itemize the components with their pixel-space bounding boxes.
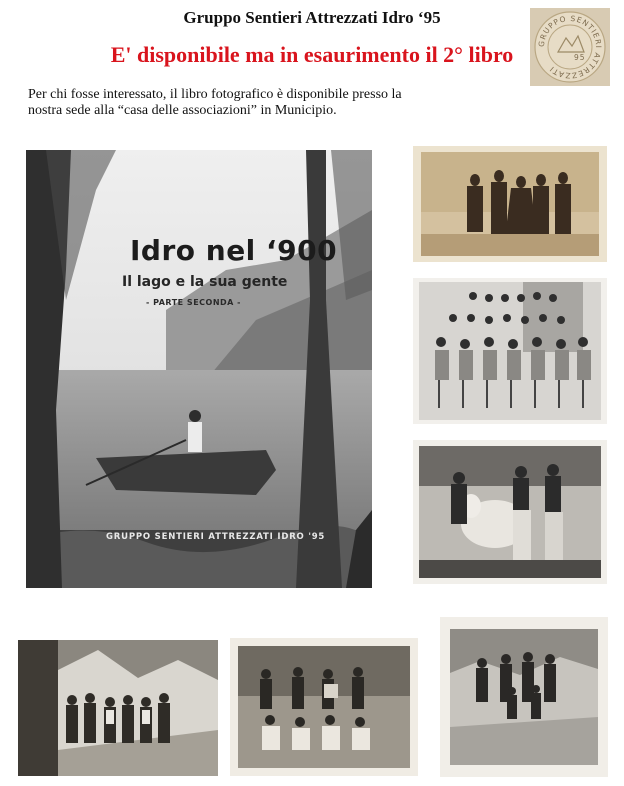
class-group-photo: [413, 278, 607, 424]
men-with-accordion-photo: [230, 638, 418, 776]
book-cover-part: - PARTE SECONDA -: [146, 298, 241, 307]
family-portrait-photo: [413, 146, 607, 262]
book-cover-footer: GRUPPO SENTIERI ATTREZZATI IDRO '95: [106, 532, 326, 542]
family-on-mountain-photo: [440, 617, 608, 777]
book-cover-title: Idro nel ‘900: [130, 234, 338, 267]
page-title: Gruppo Sentieri Attrezzati Idro ‘95: [183, 8, 441, 27]
book-cover-image: [26, 150, 372, 588]
workers-on-dock-photo: [18, 640, 218, 776]
intro-line-2: nostra sede alla “casa delle associazioni” in Municipio.: [28, 103, 337, 118]
intro-line-1: Per chi fosse interessato, il libro fotografico è disponibile presso la: [28, 87, 402, 102]
headline: E' disponibile ma in esaurimento il 2° libro: [110, 42, 514, 67]
book-cover-subtitle: Il lago e la sua gente: [122, 274, 288, 290]
men-with-ox-photo: [413, 440, 607, 584]
seal-ring-text: GRUPPO SENTIERI ATTREZZATI: [536, 13, 604, 81]
intro-text: [28, 87, 488, 119]
association-seal-logo: [530, 8, 610, 86]
seal-number: 95: [574, 53, 586, 62]
